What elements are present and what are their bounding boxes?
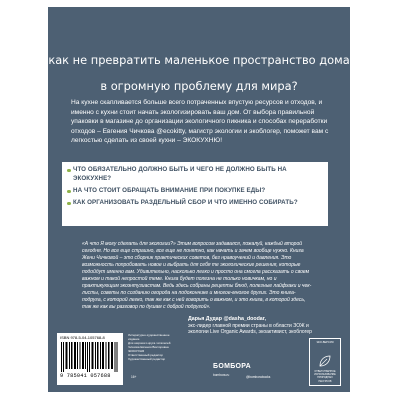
question-text: КАК ОРГАНИЗОВАТЬ РАЗДЕЛЬНЫЙ СБОР И ЧТО ИМЕННО СОБИРАТЬ? <box>73 199 298 206</box>
publisher-logo: БОМБОРА <box>213 363 251 370</box>
imprint-line: Художественный редактор <box>128 357 166 361</box>
imprint-line: ЭКОКУХНЯ <box>128 349 145 353</box>
eco-badge-caption: ОТВЕТСТВЕННОЕ ИСПОЛЬЗОВАНИЕ ПРИРОДНЫХ РЕСУРСОВ <box>314 370 336 383</box>
imprint-line: Ответственный редактор <box>128 353 163 357</box>
question-item <box>67 166 317 183</box>
age-rating: 16+ <box>131 375 137 379</box>
headline-line-2: в огромную проблему для мира? <box>100 79 298 93</box>
publisher-socials: @bomborabooks <box>246 375 271 379</box>
quote-author <box>188 316 328 336</box>
intro-text: На кухне скапливается больше всего потраченных впустую ресурсов и отходов, и именно с кухни стоит начать экологизировать ваш дом. От выбора правильной упаковки в магазине до организации экологичного пикника и способах переработки отходов – Евгения Чичкова @ecokitty, магистр экологии и экоблогер, поможет вам с легкостью сделать из своей кухни – ЭКОКУХНЮ! <box>71 99 329 145</box>
headline-line-1: как не превратить маленькое пространство дома <box>48 53 350 67</box>
intro-paragraph <box>71 98 333 146</box>
question-item <box>67 199 317 208</box>
book-back-cover <box>48 7 350 392</box>
barcode-icon <box>61 342 119 372</box>
author-role: экс-лидер главной премии страны в области ЗОЖ и экологии Live Organic Awards, экоактивист, экоблогер <box>188 322 312 336</box>
isbn-text: ISBN 978-5-04-105768-8 <box>60 335 105 340</box>
imprint-line: Литературно-художественное издание <box>128 333 170 341</box>
headline <box>48 47 350 99</box>
eco-badge-title: ЭКО-ВЕРСИЯ <box>316 341 334 344</box>
barcode-number: 9 785041 057688 <box>60 373 111 379</box>
barcode-block <box>57 333 123 385</box>
question-text: ЧТО ОБЯЗАТЕЛЬНО ДОЛЖНО БЫТЬ И ЧЕГО НЕ ДОЛЖНО БЫТЬ НА ЭКОКУХНЕ? <box>73 166 287 182</box>
question-text: НА ЧТО СТОИТ ОБРАЩАТЬ ВНИМАНИЕ ПРИ ПОКУПКЕ ЕДЫ? <box>73 187 266 194</box>
questions-box <box>62 162 328 226</box>
imprint-line: Для широкого круга читателей <box>128 341 171 345</box>
review-quote <box>82 241 312 311</box>
bullet-icon <box>67 169 71 173</box>
bullet-icon <box>67 202 71 206</box>
author-name: Дарья Дудар @dasha_doodar, <box>188 316 266 322</box>
quote-text: «А что Я могу сделать для экологии?» Этим вопросом задавался, пожалуй, каждый второй сегодня. Но все еще страшно, все еще не понятно, как начать и зачем вообще нужно. Книга Жени Чичковой – это сборник практических советов, без нравоучений и давления. Это возможность попробовать новое и выбрать для себя те экологические решения, которые подойдут именно вам. Удивительно, насколько легко и просто она смогла рассказать о своем важном и такой непростой теме. Книга будет полезна не только новичкам, но и практикующим экоэнтузиастам. Ведь здесь собраны рецепты блюд, полезные лайфхаки и чек-листы, советы по созданию огорода на подоконнике и многое-многое других. Это книга-подруга, с которой легко, так же как с ней говорить о важном, и это книга, в которой здесь, так же как вы разговор по душам с доброй подругой». <box>82 241 312 310</box>
eco-badge <box>309 338 341 386</box>
bullet-icon <box>67 190 71 194</box>
publisher-site: bombora.ru <box>213 373 230 377</box>
imprint-line: Чичкова Евгения Викторовна <box>128 345 169 349</box>
question-item <box>67 187 317 196</box>
leaf-icon <box>318 354 332 368</box>
